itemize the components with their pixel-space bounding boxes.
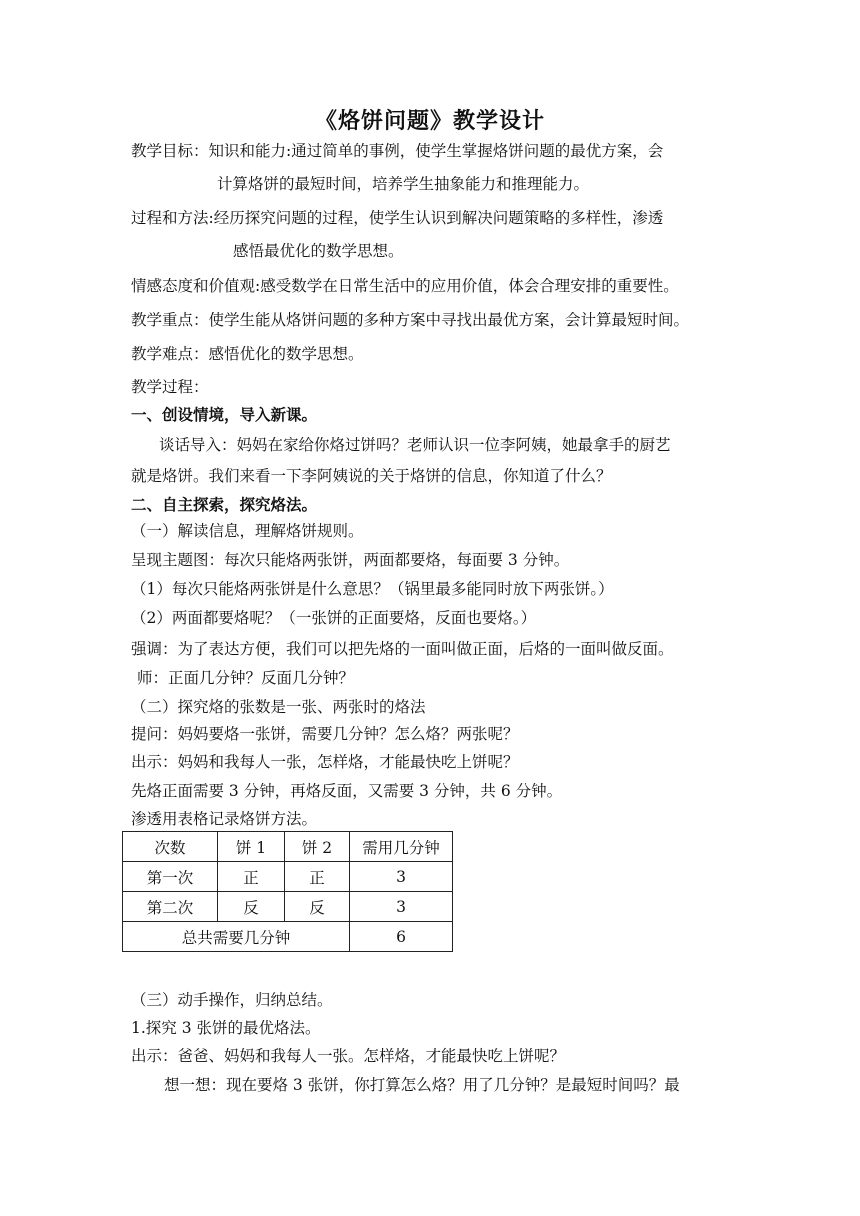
intro-line-2: 就是烙饼。我们来看一下李阿姨说的关于烙饼的信息，你知道了什么？ xyxy=(131,467,612,485)
key-point-line: 教学重点：使学生能从烙饼问题的多种方案中寻找出最优方案，会计算最短时间。 xyxy=(131,311,690,329)
table-header-row xyxy=(123,832,453,862)
table-cell: 第一次 xyxy=(123,862,218,892)
header-cell: 饼 1 xyxy=(218,832,285,862)
subsection-2-heading: （二）探究烙的张数是一张、两张时的烙法 xyxy=(131,698,426,716)
explore-3-line: 1.探究 3 张饼的最优烙法。 xyxy=(131,1019,321,1037)
table-cell: 反 xyxy=(218,892,285,922)
question-1-line: （1）每次只能烙两张饼是什么意思？（锅里最多能同时放下两张饼。） xyxy=(131,580,614,598)
document-title: 《烙饼问题》教学设计 xyxy=(314,108,545,134)
section-2-heading: 二、自主探索，探究烙法。 xyxy=(131,495,318,514)
subsection-1-heading: （一）解读信息，理解烙饼规则。 xyxy=(131,522,364,540)
header-cell: 饼 2 xyxy=(285,832,350,862)
pancake-table xyxy=(122,831,453,952)
emphasis-line: 强调：为了表达方便，我们可以把先烙的一面叫做正面，后烙的一面叫做反面。 xyxy=(131,640,674,658)
process-line-1: 过程和方法:经历探究问题的过程，使学生认识到解决问题策略的多样性，渗透 xyxy=(131,209,664,227)
show-3-line: 出示：爸爸、妈妈和我每人一张。怎样烙，才能最快吃上饼呢？ xyxy=(131,1047,566,1065)
subsection-3-heading: （三）动手操作，归纳总结。 xyxy=(131,991,333,1009)
table-cell: 正 xyxy=(218,862,285,892)
table-cell: 正 xyxy=(285,862,350,892)
question-2-line: （2）两面都要烙呢？（一张饼的正面要烙，反面也要烙。） xyxy=(131,609,537,627)
table-intro-line: 渗透用表格记录烙饼方法。 xyxy=(131,810,318,828)
section-1-heading: 一、创设情境，导入新课。 xyxy=(131,405,318,424)
total-label-cell: 总共需要几分钟 xyxy=(123,922,350,952)
header-cell: 次数 xyxy=(123,832,218,862)
goal-line-1: 教学目标：知识和能力:通过简单的事例，使学生掌握烙饼问题的最优方案，会 xyxy=(131,142,664,160)
difficulty-line: 教学难点：感悟优化的数学思想。 xyxy=(131,345,364,363)
table-row xyxy=(123,892,453,922)
intro-line-1: 谈话导入：妈妈在家给你烙过饼吗？老师认识一位李阿姨，她最拿手的厨艺 xyxy=(159,436,671,454)
answer-line: 先烙正面需要 3 分钟，再烙反面，又需要 3 分钟，共 6 分钟。 xyxy=(131,782,563,800)
header-cell: 需用几分钟 xyxy=(350,832,453,862)
table-total-row xyxy=(123,922,453,952)
table-row xyxy=(123,862,453,892)
table-cell: 3 xyxy=(350,862,453,892)
goal-line-2: 计算烙饼的最短时间，培养学生抽象能力和推理能力。 xyxy=(217,175,590,193)
attitude-line: 情感态度和价值观:感受数学在日常生活中的应用价值，体会合理安排的重要性。 xyxy=(131,277,679,295)
table-cell: 第二次 xyxy=(123,892,218,922)
table-cell: 反 xyxy=(285,892,350,922)
ask-line: 提问：妈妈要烙一张饼，需要几分钟？怎么烙？两张呢？ xyxy=(131,725,519,743)
table-cell: 3 xyxy=(350,892,453,922)
theme-line: 呈现主题图：每次只能烙两张饼，两面都要烙，每面要 3 分钟。 xyxy=(131,551,570,569)
show-line: 出示：妈妈和我每人一张，怎样烙，才能最快吃上饼呢？ xyxy=(131,753,519,771)
process-line-2: 感悟最优化的数学思想。 xyxy=(233,242,404,260)
think-line: 想一想：现在要烙 3 张饼，你打算怎么烙？用了几分钟？是最短时间吗？最 xyxy=(164,1076,680,1094)
total-value-cell: 6 xyxy=(350,922,453,952)
process-heading: 教学过程： xyxy=(131,378,209,396)
teacher-line: 师：正面几分钟？反面几分钟？ xyxy=(137,669,355,687)
